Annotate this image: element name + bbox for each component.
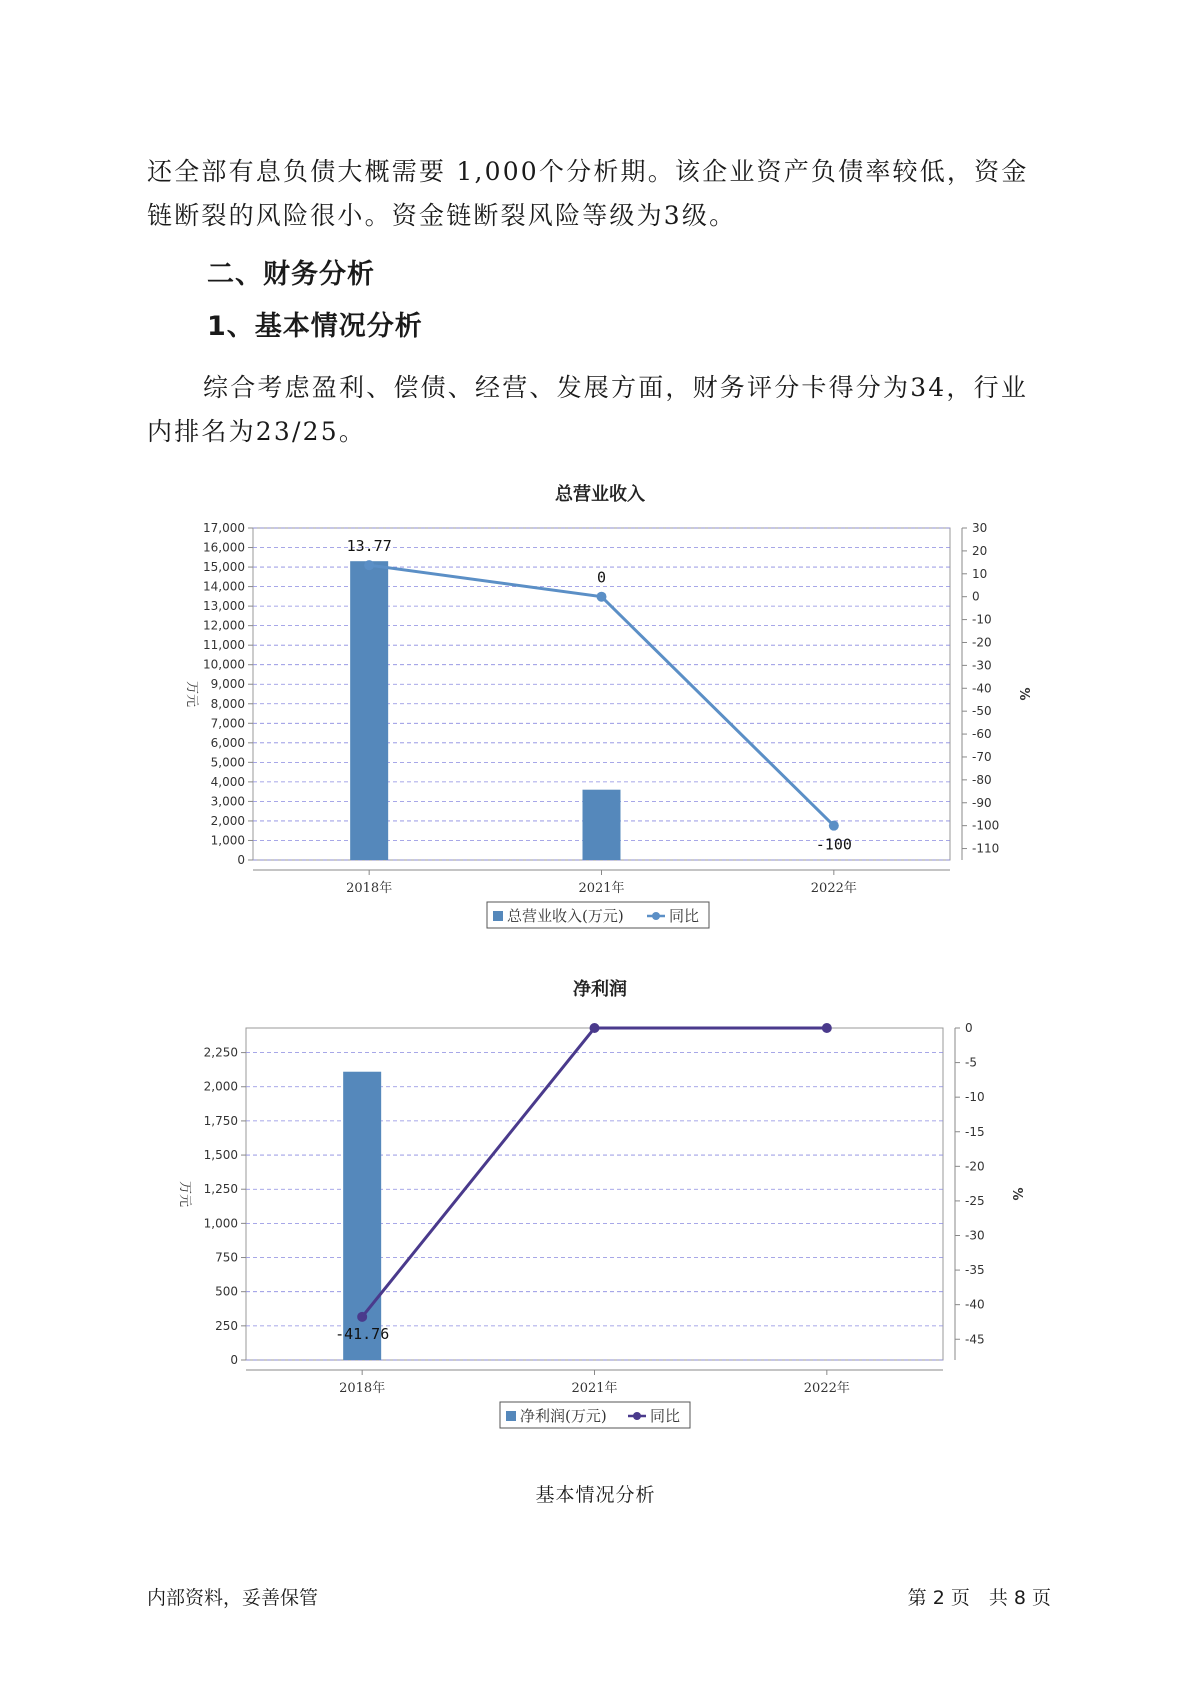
y-tick-label: 13,000 — [203, 599, 245, 614]
y-tick-label: 7,000 — [210, 716, 245, 731]
y2-tick-label: -40 — [965, 1297, 985, 1312]
yoy-point — [822, 1023, 832, 1033]
y-tick-label: 16,000 — [203, 540, 245, 555]
yoy-point — [590, 1023, 600, 1033]
y2-tick-label: -100 — [972, 818, 1000, 833]
y2-tick-label: -30 — [965, 1228, 985, 1243]
yoy-point — [597, 592, 607, 602]
data-label: 0 — [596, 568, 607, 587]
y2-tick-label: -20 — [965, 1159, 985, 1174]
y2-tick-label: 20 — [972, 543, 988, 558]
legend-bar-label: 净利润(万元) — [520, 1407, 607, 1425]
subsection-heading: 1、基本情况分析 — [207, 311, 423, 342]
y2-tick-label: -10 — [972, 612, 992, 627]
y-tick-label: 8,000 — [210, 696, 245, 711]
y-tick-label: 3,000 — [210, 794, 245, 809]
yoy-point — [829, 821, 839, 831]
revenue-chart — [0, 470, 1191, 940]
net-profit-chart — [0, 965, 1191, 1435]
paragraph-line: 还全部有息负债大概需要 1,000个分析期。该企业资产负债率较低，资金 — [147, 157, 1029, 186]
y2-tick-label: -90 — [972, 795, 992, 810]
y-tick-label: 9,000 — [210, 677, 245, 692]
y-axis-title: 万元 — [184, 680, 199, 708]
yoy-point — [357, 1312, 367, 1322]
y-tick-label: 17,000 — [203, 521, 245, 535]
y2-tick-label: 10 — [972, 566, 988, 581]
y-tick-label: 500 — [215, 1284, 238, 1299]
y-tick-label: 12,000 — [203, 618, 245, 633]
y2-tick-label: -10 — [965, 1090, 985, 1105]
paragraph-line: 链断裂的风险很小。资金链断裂风险等级为3级。 — [147, 201, 737, 230]
y-tick-label: 14,000 — [203, 579, 245, 594]
y2-tick-label: -60 — [972, 727, 992, 742]
y-tick-label: 10,000 — [203, 657, 245, 672]
data-label: -100 — [815, 835, 852, 854]
data-label: -41.76 — [335, 1324, 390, 1343]
data-label: 13.77 — [346, 537, 392, 556]
y-tick-label: 4,000 — [210, 774, 245, 789]
y-tick-label: 250 — [215, 1318, 238, 1333]
revenue-chart-svg — [0, 470, 1191, 940]
y-tick-label: 750 — [215, 1250, 238, 1265]
y2-tick-label: 30 — [972, 521, 988, 535]
x-tick-label: 2018年 — [339, 1381, 386, 1396]
paragraph-line: 综合考虑盈利、偿债、经营、发展方面，财务评分卡得分为34，行业 — [203, 373, 1029, 402]
y2-tick-label: -30 — [972, 658, 992, 673]
y-tick-label: 6,000 — [210, 735, 245, 750]
bar — [583, 790, 621, 860]
y2-tick-label: -50 — [972, 704, 992, 719]
legend-line-label: 同比 — [669, 907, 700, 925]
figure-caption: 基本情况分析 — [535, 1484, 656, 1506]
y-tick-label: 2,250 — [203, 1045, 238, 1060]
y2-axis-title: % — [1016, 687, 1031, 701]
y2-tick-label: 0 — [972, 589, 980, 604]
chart-title: 总营业收入 — [555, 484, 645, 505]
legend-line-label: 同比 — [650, 1407, 681, 1425]
section-heading: 二、财务分析 — [207, 259, 375, 290]
y2-tick-label: -40 — [972, 681, 992, 696]
x-tick-label: 2018年 — [346, 881, 393, 896]
y-tick-label: 1,000 — [203, 1216, 238, 1231]
y2-tick-label: -35 — [965, 1263, 985, 1278]
y-axis-title: 万元 — [177, 1180, 192, 1208]
legend-line-marker — [633, 1412, 641, 1420]
yoy-point — [364, 560, 374, 570]
y-tick-label: 11,000 — [203, 638, 245, 653]
x-tick-label: 2021年 — [571, 1381, 618, 1396]
y-tick-label: 0 — [237, 853, 245, 867]
y-tick-label: 5,000 — [210, 755, 245, 770]
y2-tick-label: -15 — [965, 1124, 985, 1139]
legend-bar-swatch — [506, 1411, 516, 1421]
y2-tick-label: -5 — [965, 1055, 977, 1070]
y-tick-label: 2,000 — [203, 1079, 238, 1094]
y-tick-label: 0 — [230, 1353, 238, 1367]
y2-tick-label: -45 — [965, 1332, 985, 1347]
y-tick-label: 1,750 — [203, 1113, 238, 1128]
x-tick-label: 2022年 — [810, 881, 857, 896]
legend-bar-label: 总营业收入(万元) — [507, 907, 624, 925]
bar — [350, 561, 388, 860]
y-tick-label: 15,000 — [203, 560, 245, 575]
footer-page-number: 第 2 页 共 8 页 — [907, 1587, 1051, 1609]
chart-title: 净利润 — [573, 979, 627, 1000]
y2-tick-label: -70 — [972, 749, 992, 764]
x-tick-label: 2022年 — [803, 1381, 850, 1396]
y-tick-label: 1,000 — [210, 833, 245, 848]
net-profit-chart-svg — [0, 965, 1191, 1435]
y2-tick-label: 0 — [965, 1021, 973, 1035]
x-tick-label: 2021年 — [578, 881, 625, 896]
footer-left: 内部资料，妥善保管 — [147, 1587, 319, 1609]
y-tick-label: 2,000 — [210, 813, 245, 828]
y2-axis-title: % — [1009, 1187, 1024, 1201]
y-tick-label: 1,250 — [203, 1182, 238, 1197]
y2-tick-label: -20 — [972, 635, 992, 650]
paragraph-line: 内排名为23/25。 — [147, 417, 367, 446]
y2-tick-label: -25 — [965, 1193, 985, 1208]
y2-tick-label: -80 — [972, 772, 992, 787]
legend-line-marker — [652, 912, 660, 920]
y-tick-label: 1,500 — [203, 1148, 238, 1163]
y2-tick-label: -110 — [972, 841, 1000, 856]
legend-bar-swatch — [493, 911, 503, 921]
